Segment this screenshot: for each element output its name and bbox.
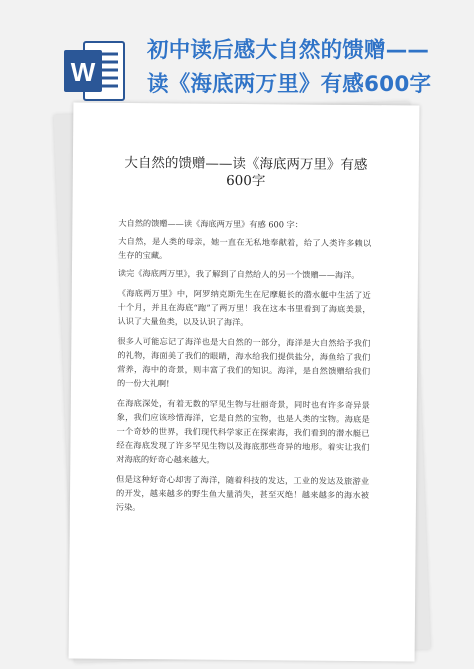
paragraph: 读完《海底两万里》，我了解到了自然给人的另一个馈赠——海洋。 bbox=[117, 267, 360, 281]
paragraph: 大自然，是人类的母亲，她一直在无私地奉献着，给了人类许多赖以生存的宝藏。 bbox=[118, 235, 372, 261]
paragraph: 《海底两万里》中，阿罗纳克斯先生在尼摩艇长的潜水艇中生活了近十个月，并且在海底“跑”了两万里！我在这本书里看到了海底美景，认识了大量鱼类，以及认识了海洋。 bbox=[117, 287, 371, 328]
paragraph: 但是这种好奇心却害了海洋，随着科技的发达，工业的发达及旅游业的开发，越来越多的野生鱼大量消失，甚至灭绝！越来越多的海水被污染。 bbox=[115, 473, 370, 513]
document-page bbox=[69, 103, 420, 662]
document-title: 大自然的馈赠——读《海底两万里》有感 600字 bbox=[124, 154, 368, 190]
paragraph: 很多人可能忘记了海洋也是大自然的一部分，海洋是大自然给予我们的礼物，海面美了我们的眼睛，海水给我们提供盐分，海鱼给了我们营养，海中的奇景，则丰富了我们的知识。海洋，是自然馈赠给我们的一份大礼啊! bbox=[116, 335, 371, 389]
word-document-icon bbox=[60, 38, 128, 104]
banner-title-line-1: 初中读后感大自然的馈赠—— bbox=[147, 38, 430, 63]
banner-title-line-2: 读《海底两万里》有感600字 bbox=[147, 72, 432, 97]
banner-title bbox=[147, 34, 467, 102]
word-icon-letter: W bbox=[70, 57, 96, 87]
header-banner bbox=[0, 0, 474, 112]
paragraph: 大自然的馈赠——读《海底两万里》有感 600 字： bbox=[118, 217, 304, 230]
document-body bbox=[116, 216, 372, 522]
paragraph: 在海底深处，有着无数的罕见生物与壮丽奇景，同时也有许多奇异景象，我们应该珍惜海洋，它是自然的宝物，也是人类的宝物。海底是一个奇妙的世界，我们现代科学家正在探索海，我们看到的潜水艇已经在海底发现了许多罕见生物以及海底那些奇异的地形。着实让我们对海底的好奇心越来越大。 bbox=[116, 397, 370, 465]
